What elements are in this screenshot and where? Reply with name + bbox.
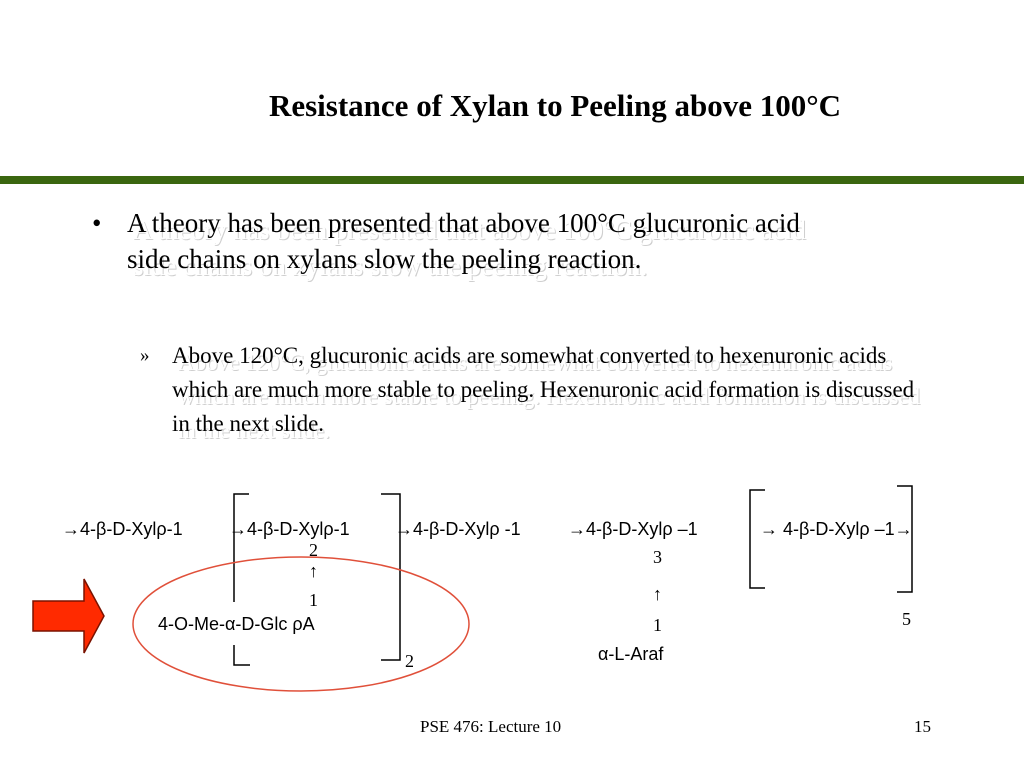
up-arrow-icon: ↑ — [309, 561, 318, 581]
chain-unit-3: →4-β-D-Xylρ -1 — [395, 519, 521, 539]
footer-course: PSE 476: Lecture 10 — [420, 717, 562, 736]
glucuronic-acid-label: 4-O-Me-α-D-Glc ρA — [158, 614, 315, 634]
repeat-unit-count: 5 — [902, 609, 911, 629]
chain-unit-5: → 4-β-D-Xylρ –1→ — [760, 519, 913, 539]
chain-unit-1: →4-β-D-Xylρ-1 — [62, 519, 183, 539]
bullet-marker: • — [92, 208, 102, 238]
sub-bullet-text: Above 120°C, glucuronic acids are somewhat converted to hexenuronic acids which are much more stable to peeling. Hexenuronic acid formation is discussed in the next slide. — [172, 343, 915, 436]
chain-unit-2: →4-β-D-Xylρ-1 — [229, 519, 350, 539]
slide-title: Resistance of Xylan to Peeling above 100°C — [268, 88, 842, 123]
glc-link-position-top: 2 — [309, 540, 318, 560]
bracket-glc-left — [234, 494, 249, 602]
araf-link-position-top: 3 — [653, 547, 662, 567]
bracket-glc-bottom-left — [234, 645, 250, 665]
page-number: 15 — [914, 717, 931, 736]
glc-repeat-count: 2 — [405, 651, 414, 671]
pointer-arrow — [33, 579, 104, 653]
up-arrow-icon: ↑ — [653, 584, 662, 604]
glc-link-position-bottom: 1 — [309, 590, 318, 610]
chain-unit-4: →4-β-D-Xylρ –1 — [568, 519, 698, 539]
bullet-text: A theory has been presented that above 100°C glucuronic acid side chains on xylans slow the peeling reaction. — [127, 208, 800, 274]
sub-bullet-marker: » — [140, 345, 150, 366]
arabinose-label: α-L-Araf — [598, 644, 664, 664]
araf-link-position-bottom: 1 — [653, 615, 662, 635]
